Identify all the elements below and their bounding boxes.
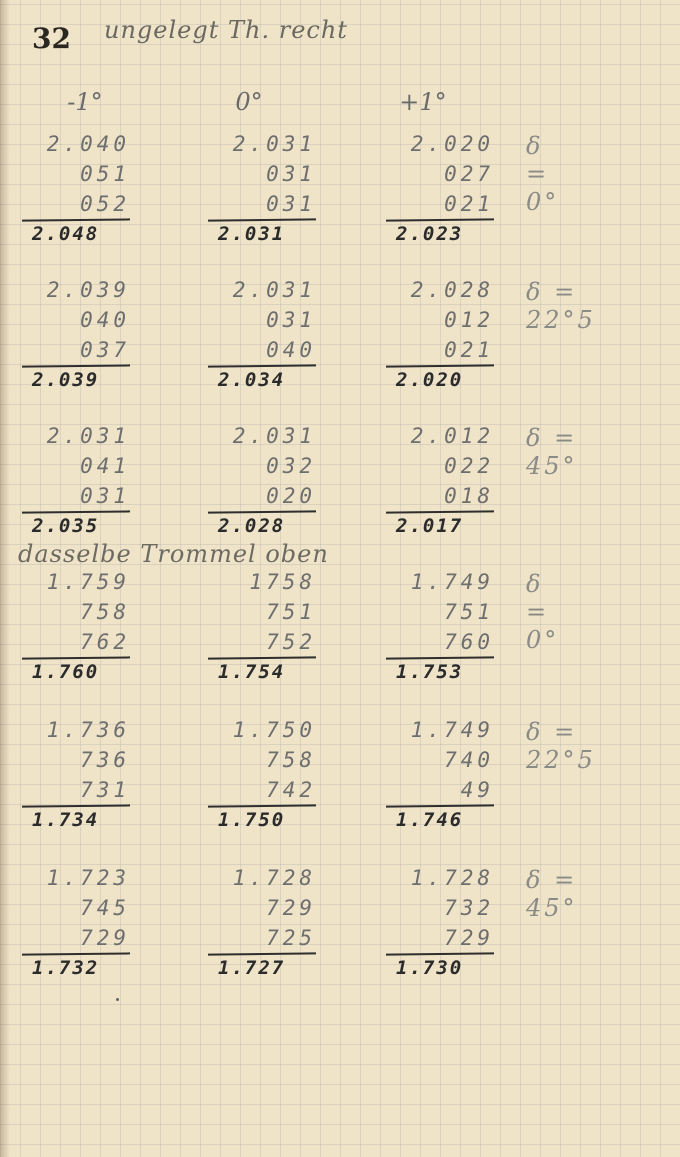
reading-column bbox=[206, 570, 326, 688]
delta-label: δ = 45° bbox=[526, 424, 578, 480]
reading: 027 bbox=[444, 162, 494, 186]
mean-value: 1.732 bbox=[32, 957, 100, 979]
reading-column bbox=[20, 278, 140, 396]
reading: 1.749 bbox=[410, 718, 494, 742]
sum-rule bbox=[208, 656, 316, 659]
binding-edge bbox=[0, 0, 10, 1157]
delta-label: δ = 0° bbox=[526, 570, 560, 654]
reading: 031 bbox=[266, 162, 316, 186]
reading: 758 bbox=[80, 600, 130, 624]
reading: 040 bbox=[80, 308, 130, 332]
mean-value: 2.031 bbox=[218, 223, 286, 245]
mean-value: 2.028 bbox=[218, 515, 286, 537]
sum-rule bbox=[22, 656, 130, 659]
sum-rule bbox=[208, 804, 316, 807]
reading-column bbox=[384, 278, 504, 396]
reading: 1.750 bbox=[232, 718, 316, 742]
reading-column bbox=[20, 424, 140, 542]
reading: 1.759 bbox=[46, 570, 130, 594]
sum-rule bbox=[208, 218, 316, 221]
reading-column bbox=[206, 866, 326, 984]
reading: 731 bbox=[80, 778, 130, 802]
reading: 758 bbox=[266, 748, 316, 772]
reading: 1758 bbox=[249, 570, 316, 594]
reading: 742 bbox=[266, 778, 316, 802]
reading: 729 bbox=[80, 926, 130, 950]
mean-value: 2.039 bbox=[32, 369, 100, 391]
sum-rule bbox=[386, 952, 494, 955]
mean-value: 1.727 bbox=[218, 957, 286, 979]
sum-rule bbox=[386, 510, 494, 513]
reading-column bbox=[384, 570, 504, 688]
delta-label: δ = 45° bbox=[526, 866, 578, 922]
reading: 2.040 bbox=[46, 132, 130, 156]
reading: 021 bbox=[444, 192, 494, 216]
reading: 2.039 bbox=[46, 278, 130, 302]
mean-value: 2.035 bbox=[32, 515, 100, 537]
reading: 49 bbox=[460, 778, 494, 802]
sum-rule bbox=[22, 510, 130, 513]
reading-column bbox=[20, 718, 140, 836]
sum-rule bbox=[386, 364, 494, 367]
reading: 729 bbox=[444, 926, 494, 950]
reading: 2.012 bbox=[410, 424, 494, 448]
page-number: 32 bbox=[32, 22, 71, 55]
reading: 751 bbox=[444, 600, 494, 624]
mean-value: 2.034 bbox=[218, 369, 286, 391]
reading: 752 bbox=[266, 630, 316, 654]
reading: 736 bbox=[80, 748, 130, 772]
reading: 745 bbox=[80, 896, 130, 920]
delta-label: δ = 22°5 bbox=[526, 278, 596, 334]
column-header-0: 0° bbox=[235, 88, 263, 116]
reading: 022 bbox=[444, 454, 494, 478]
reading: 032 bbox=[266, 454, 316, 478]
reading: 020 bbox=[266, 484, 316, 508]
mean-value: 1.746 bbox=[396, 809, 464, 831]
separator-note: dasselbe Trommel oben bbox=[18, 540, 329, 568]
sum-rule bbox=[386, 218, 494, 221]
reading-column bbox=[384, 424, 504, 542]
reading: 052 bbox=[80, 192, 130, 216]
sum-rule bbox=[208, 364, 316, 367]
mean-value: 1.730 bbox=[396, 957, 464, 979]
reading: 2.020 bbox=[410, 132, 494, 156]
sum-rule bbox=[22, 804, 130, 807]
mean-value: 2.023 bbox=[396, 223, 464, 245]
sum-rule bbox=[386, 656, 494, 659]
mean-value: 2.020 bbox=[396, 369, 464, 391]
ink-dot bbox=[116, 998, 119, 1001]
reading: 1.728 bbox=[410, 866, 494, 890]
mean-value: 1.753 bbox=[396, 661, 464, 683]
reading: 2.028 bbox=[410, 278, 494, 302]
reading: 1.723 bbox=[46, 866, 130, 890]
reading: 2.031 bbox=[232, 424, 316, 448]
sum-rule bbox=[22, 218, 130, 221]
sum-rule bbox=[208, 952, 316, 955]
reading: 040 bbox=[266, 338, 316, 362]
mean-value: 1.750 bbox=[218, 809, 286, 831]
reading: 031 bbox=[266, 308, 316, 332]
mean-value: 1.760 bbox=[32, 661, 100, 683]
reading: 740 bbox=[444, 748, 494, 772]
column-header-plus-1: +1° bbox=[399, 88, 447, 116]
reading-column bbox=[206, 718, 326, 836]
reading-column bbox=[206, 278, 326, 396]
mean-value: 1.754 bbox=[218, 661, 286, 683]
sum-rule bbox=[208, 510, 316, 513]
reading: 729 bbox=[266, 896, 316, 920]
reading-column bbox=[20, 132, 140, 250]
reading-column bbox=[206, 132, 326, 250]
reading: 012 bbox=[444, 308, 494, 332]
reading: 037 bbox=[80, 338, 130, 362]
sum-rule bbox=[386, 804, 494, 807]
reading: 2.031 bbox=[232, 132, 316, 156]
reading: 1.728 bbox=[232, 866, 316, 890]
reading-column bbox=[384, 718, 504, 836]
reading: 725 bbox=[266, 926, 316, 950]
reading-column bbox=[20, 570, 140, 688]
sum-rule bbox=[22, 952, 130, 955]
reading: 2.031 bbox=[232, 278, 316, 302]
mean-value: 2.017 bbox=[396, 515, 464, 537]
mean-value: 1.734 bbox=[32, 809, 100, 831]
reading: 031 bbox=[266, 192, 316, 216]
reading: 051 bbox=[80, 162, 130, 186]
reading: 751 bbox=[266, 600, 316, 624]
reading: 031 bbox=[80, 484, 130, 508]
reading-column bbox=[206, 424, 326, 542]
reading: 732 bbox=[444, 896, 494, 920]
sum-rule bbox=[22, 364, 130, 367]
reading: 018 bbox=[444, 484, 494, 508]
reading-column bbox=[384, 132, 504, 250]
reading: 041 bbox=[80, 454, 130, 478]
reading: 1.749 bbox=[410, 570, 494, 594]
reading: 1.736 bbox=[46, 718, 130, 742]
reading-column bbox=[20, 866, 140, 984]
delta-label: δ = 0° bbox=[526, 132, 560, 216]
delta-label: δ = 22°5 bbox=[526, 718, 596, 774]
header-note: ungelegt Th. recht bbox=[104, 16, 348, 44]
mean-value: 2.048 bbox=[32, 223, 100, 245]
reading-column bbox=[384, 866, 504, 984]
reading: 762 bbox=[80, 630, 130, 654]
reading: 760 bbox=[444, 630, 494, 654]
reading: 2.031 bbox=[46, 424, 130, 448]
reading: 021 bbox=[444, 338, 494, 362]
column-header-minus-1: -1° bbox=[67, 88, 103, 116]
